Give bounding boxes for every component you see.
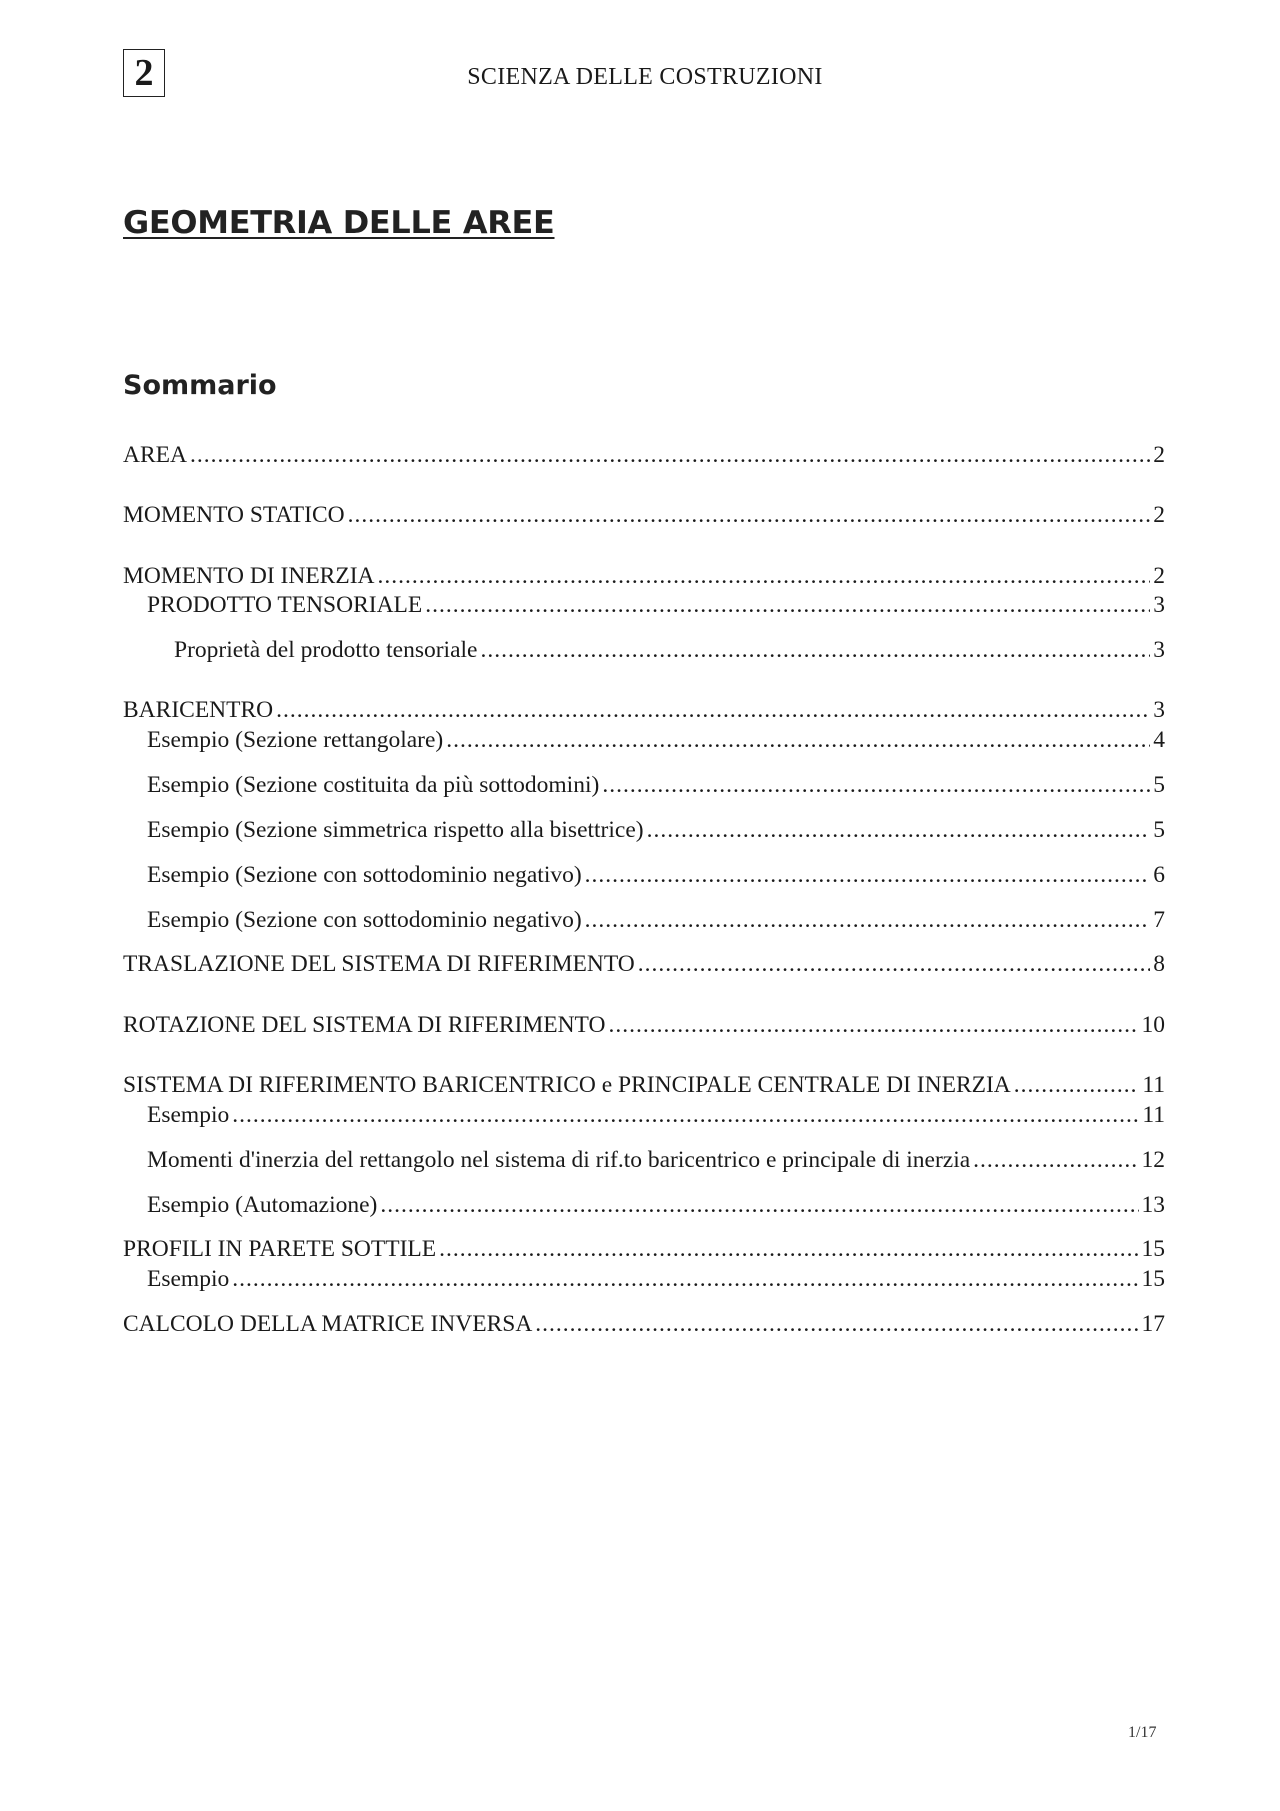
- chapter-number-box: 2: [123, 49, 165, 97]
- document-title: GEOMETRIA DELLE AREE: [123, 205, 555, 241]
- toc-entry-sistema-baricentrico[interactable]: SISTEMA DI RIFERIMENTO BARICENTRICO e PRINCIPALE CENTRALE DI INERZIA ..... 11: [123, 1071, 1165, 1099]
- toc-leader: [973, 1146, 1138, 1174]
- toc-leader: [425, 591, 1150, 619]
- toc-leader: [276, 696, 1150, 724]
- toc-entry-esempio-bisettrice[interactable]: Esempio (Sezione simmetrica rispetto alla bisettrice) ..... 5: [147, 816, 1165, 844]
- toc-entry-momenti-inerzia-rettangolo[interactable]: Momenti d'inerzia del rettangolo nel sistema di rif.to baricentrico e principale di inerzia ..... 12: [147, 1146, 1165, 1174]
- toc-entry-esempio-automazione[interactable]: Esempio (Automazione) ..... 13: [147, 1191, 1165, 1219]
- page-indicator: 1/17: [1128, 1724, 1157, 1741]
- toc-leader: [585, 861, 1151, 889]
- toc-leader: [439, 1235, 1138, 1263]
- toc-heading: Sommario: [123, 370, 277, 401]
- toc-leader: [232, 1101, 1139, 1129]
- toc-entry-esempio-15[interactable]: Esempio ..... 15: [147, 1265, 1165, 1293]
- toc-entry-matrice-inversa[interactable]: CALCOLO DELLA MATRICE INVERSA ..... 17: [123, 1310, 1165, 1338]
- toc-leader: [1014, 1071, 1140, 1099]
- toc-entry-rotazione[interactable]: ROTAZIONE DEL SISTEMA DI RIFERIMENTO ..... 10: [123, 1011, 1165, 1039]
- toc-leader: [602, 771, 1150, 799]
- toc-leader: [535, 1310, 1138, 1338]
- toc-leader: [348, 501, 1151, 529]
- toc-entry-profili-parete-sottile[interactable]: PROFILI IN PARETE SOTTILE ..... 15: [123, 1235, 1165, 1263]
- toc-entry-momento-di-inerzia[interactable]: MOMENTO DI INERZIA ..... 2: [123, 562, 1165, 590]
- toc-entry-esempio-sottodominio-negativo[interactable]: Esempio (Sezione con sottodominio negativo) ..... 6: [147, 861, 1165, 889]
- toc-leader: [585, 906, 1151, 934]
- toc-leader: [446, 726, 1150, 754]
- toc-leader: [378, 562, 1151, 590]
- toc-entry-esempio-11[interactable]: Esempio ..... 11: [147, 1101, 1165, 1129]
- toc-leader: [190, 441, 1150, 469]
- toc-entry-proprieta-prodotto-tensoriale[interactable]: Proprietà del prodotto tensoriale ..... 3: [174, 636, 1165, 664]
- toc-leader: [232, 1265, 1138, 1293]
- toc-leader: [380, 1191, 1138, 1219]
- toc-leader: [480, 636, 1150, 664]
- toc-entry-esempio-sottodominio-negativo-2[interactable]: Esempio (Sezione con sottodominio negativo) ..... 7: [147, 906, 1165, 934]
- toc-entry-momento-statico[interactable]: MOMENTO STATICO ..... 2: [123, 501, 1165, 529]
- toc-leader: [638, 950, 1150, 978]
- toc-entry-esempio-sottodomini[interactable]: Esempio (Sezione costituita da più sottodomini) ..... 5: [147, 771, 1165, 799]
- toc-entry-esempio-sezione-rettangolare[interactable]: Esempio (Sezione rettangolare) ..... 4: [147, 726, 1165, 754]
- toc-entry-prodotto-tensoriale[interactable]: PRODOTTO TENSORIALE ..... 3: [147, 591, 1165, 619]
- toc-leader: [608, 1011, 1138, 1039]
- toc-leader: [647, 816, 1151, 844]
- toc-entry-area[interactable]: AREA ..... 2: [123, 441, 1165, 469]
- running-header: SCIENZA DELLE COSTRUZIONI: [467, 64, 823, 90]
- toc-entry-traslazione[interactable]: TRASLAZIONE DEL SISTEMA DI RIFERIMENTO ..... 8: [123, 950, 1165, 978]
- toc-entry-baricentro[interactable]: BARICENTRO ..... 3: [123, 696, 1165, 724]
